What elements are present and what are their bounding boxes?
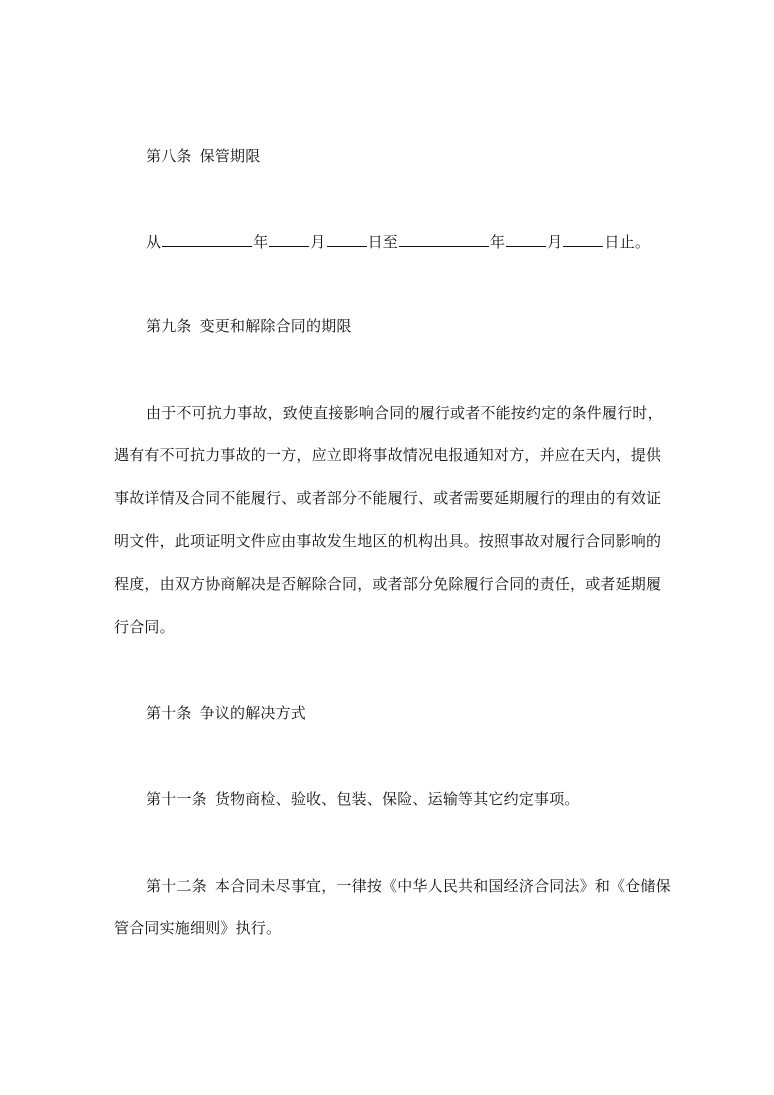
article-12-first-line [146, 876, 671, 896]
article-8-heading [146, 146, 260, 166]
article-10-heading [146, 703, 306, 723]
article-11-number: 第十一条 [146, 790, 207, 808]
article-12-body-line: 本合同未尽事宜，一律按《中华人民共和国经济合同法》和《仓储保 [214, 877, 671, 895]
article-11-heading [146, 789, 580, 809]
start-day-blank[interactable] [327, 231, 367, 247]
article-9-body-line: 程度，由双方协商解决是否解除合同，或者部分免除履行合同的责任，或者延期履 [114, 575, 662, 593]
article-9-number: 第九条 [146, 317, 192, 335]
end-day-blank[interactable] [563, 231, 603, 247]
article-9-body-line: 行合同。 [114, 618, 175, 636]
article-10-number: 第十条 [146, 704, 192, 722]
article-9-body-line: 遇有有不可抗力事故的一方，应立即将事故情况电报通知对方，并应在天内，提供 [114, 446, 662, 464]
article-12-number: 第十二条 [146, 877, 207, 895]
article-9-body-line: 明文件，此项证明文件应由事故发生地区的机构出具。按照事故对履行合同影响的 [114, 532, 662, 550]
article-8-number: 第八条 [146, 147, 192, 165]
period-day1-to-label: 日至 [367, 233, 399, 251]
article-9-body-line: 由于不可抗力事故，致使直接影响合同的履行或者不能按约定的条件履行时， [146, 404, 663, 422]
end-month-blank[interactable] [506, 231, 546, 247]
end-year-blank[interactable] [399, 231, 489, 247]
period-day2-end-label: 日止。 [604, 233, 651, 251]
start-month-blank[interactable] [269, 231, 309, 247]
start-year-blank[interactable] [162, 231, 252, 247]
article-12-body-line: 管合同实施细则》执行。 [114, 919, 282, 937]
period-from-label: 从 [146, 233, 162, 251]
article-10-title: 争议的解决方式 [199, 704, 307, 722]
article-8-title: 保管期限 [199, 147, 261, 165]
period-year1-label: 年 [253, 233, 269, 251]
article-9-title: 变更和解除合同的期限 [199, 317, 352, 335]
article-9-heading [146, 316, 352, 336]
period-year2-label: 年 [490, 233, 506, 251]
period-month2-label: 月 [547, 233, 563, 251]
article-9-body-line: 事故详情及合同不能履行、或者部分不能履行、或者需要延期履行的理由的有效证 [114, 489, 662, 507]
article-11-title: 货物商检、验收、包装、保险、运输等其它约定事项。 [214, 790, 580, 808]
period-month1-label: 月 [310, 233, 326, 251]
storage-period-line [146, 231, 650, 252]
